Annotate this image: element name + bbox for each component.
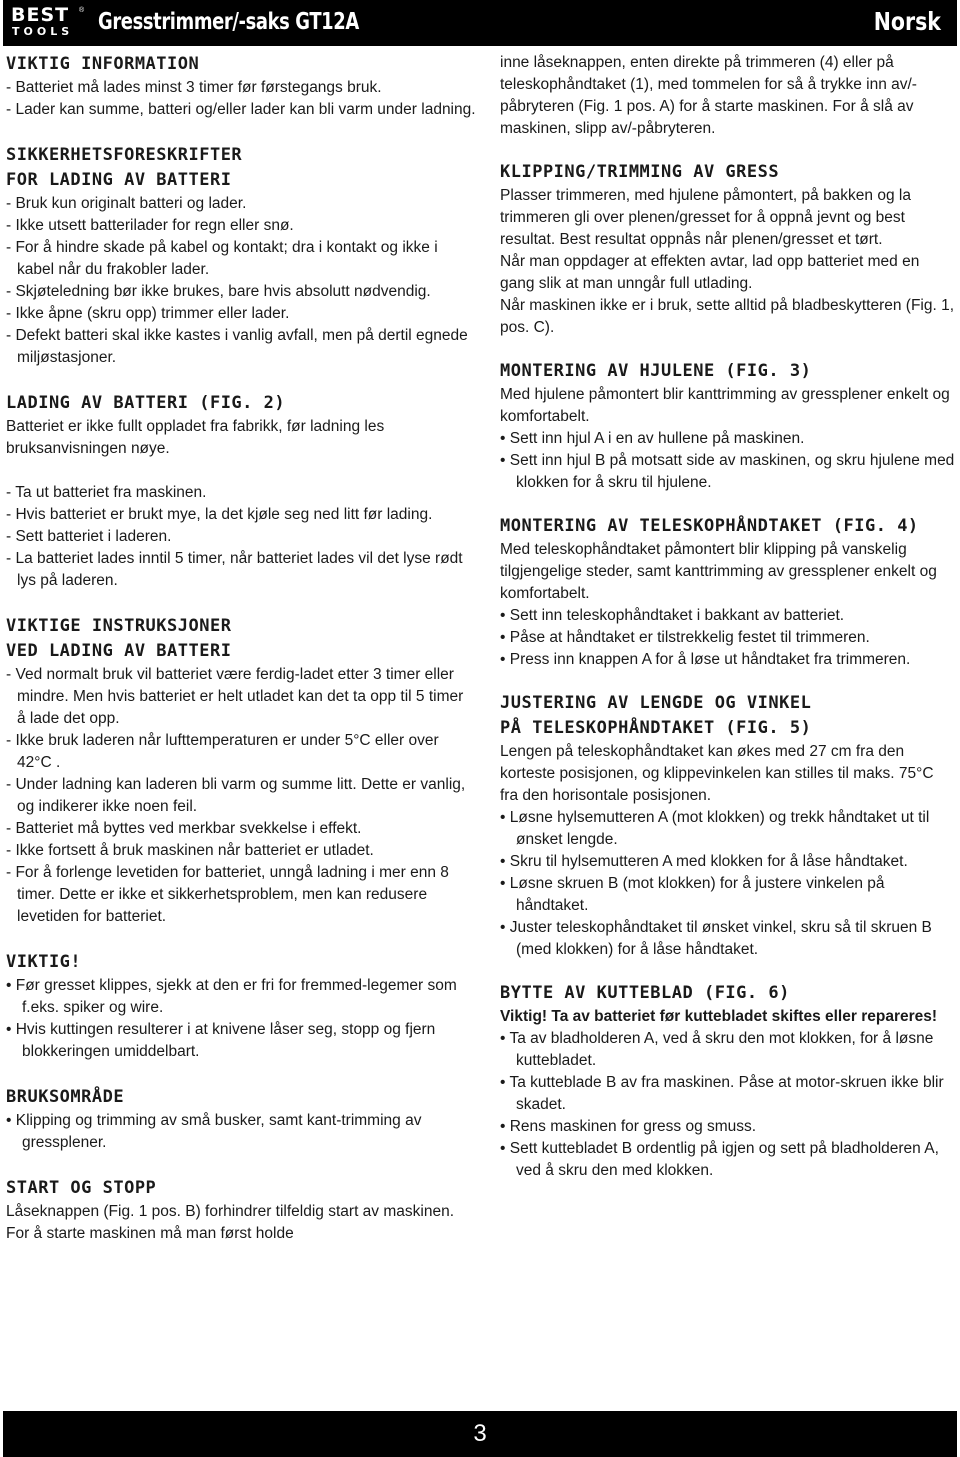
section-heading: JUSTERING AV LENGDE OG VINKEL: [500, 693, 812, 713]
bullet-item: • Skru til hylsemutteren A med klokken for å låse håndtaket.: [500, 853, 908, 870]
list-item: - La batteriet lades inntil 5 timer, når batteriet lades vil det lyse rødt lys på laderen.: [6, 550, 463, 589]
section-heading: VED LADING AV BATTERI: [6, 641, 232, 661]
logo-tools-text: TOOLS: [12, 25, 74, 38]
section-heading: BRUKSOMRÅDE: [6, 1087, 125, 1107]
paragraph: Når maskinen ikke er i bruk, sette alltid på bladbeskytteren (Fig. 1, pos. C).: [500, 297, 955, 336]
paragraph: Låseknappen (Fig. 1 pos. B) forhindrer tilfeldig start av maskinen. For å starte maskinen må man først holde: [6, 1203, 455, 1242]
page-number: 3: [473, 1420, 487, 1447]
document-title: Gresstrimmer/-saks GT12A: [98, 9, 359, 35]
bullet-item: • Sett inn hjul B på motsatt side av maskinen, og skru hjulene med klokken for å skru til hjulene.: [500, 452, 955, 491]
bullet-item: • Ta av bladholderen A, ved å skru den mot klokken, for å løsne kuttebladet.: [500, 1030, 934, 1069]
paragraph: Viktig! Ta av batteriet før kuttebladet skiftes eller repareres!: [500, 1008, 938, 1025]
bullet-item: • Sett inn hjul A i en av hullene på maskinen.: [500, 430, 805, 447]
page-footer: [3, 1411, 957, 1457]
section: [6, 950, 476, 1063]
paragraph: inne låseknappen, enten direkte på trimmeren (4) eller på teleskophåndtaket (1), med tommelen for så å trykke inn av/-påbryteren (Fig. 1 pos. A) for å starte maskinen. For å slå av maskinen, slipp av/-påbryteren.: [500, 54, 917, 137]
list-item: - Under ladning kan laderen bli varm og summe litt. Dette er vanlig, og indikerer ikke noen feil.: [6, 776, 466, 815]
bullet-item: • Sett kuttebladet B ordentlig på igjen og sett på bladholderen A, ved å skru den med klokken.: [500, 1140, 939, 1179]
list-item: - Lader kan summe, batteri og/eller lader kan bli varm under ladning.: [6, 101, 476, 118]
bullet-item: • Press inn knappen A for å løse ut håndtaket fra trimmeren.: [500, 651, 911, 668]
list-item: - Ikke bruk laderen når lufttemperaturen er under 5°C eller over 42°C .: [6, 732, 439, 771]
list-item: - Ikke utsett batterilader for regn eller snø.: [6, 217, 294, 234]
section: [6, 143, 476, 369]
right-column: [500, 52, 955, 1182]
bullet-item: • Klipping og trimming av små busker, samt kant-trimming av gressplener.: [6, 1112, 422, 1151]
list-item: - Skjøteledning bør ikke brukes, bare hvis absolutt nødvendig.: [6, 283, 431, 300]
list-item: - Batteriet må byttes ved merkbar svekkelse i effekt.: [6, 820, 362, 837]
bullet-item: • Før gresset klippes, sjekk at den er fri for fremmed-legemer som f.eks. spiker og wire.: [6, 977, 457, 1016]
section: [6, 614, 476, 928]
section-heading: VIKTIG!: [6, 952, 82, 972]
section-heading: LADING AV BATTERI (FIG. 2): [6, 393, 286, 413]
section: [6, 1176, 476, 1245]
section: [500, 52, 955, 140]
page-header: [3, 0, 957, 46]
list-item: - For å hindre skade på kabel og kontakt; dra i kontakt og ikke i kabel når du frakobler lader.: [6, 239, 438, 278]
section-heading: VIKTIGE INSTRUKSJONER: [6, 616, 232, 636]
section: [6, 52, 476, 121]
section: [500, 981, 955, 1182]
section: [500, 359, 955, 494]
bullet-item: • Hvis kuttingen resulterer i at knivene låser seg, stopp og fjern blokkeringen umiddelbart.: [6, 1021, 436, 1060]
section-heading: MONTERING AV HJULENE (FIG. 3): [500, 361, 812, 381]
list-item: - Ikke fortsett å bruk maskinen når batteriet er utladet.: [6, 842, 374, 859]
spacer: [6, 460, 476, 482]
paragraph: Med teleskophåndtaket påmontert blir klipping på vanskelig tilgjengelige steder, samt kanttrimming av gressplener enkelt og komfortabelt.: [500, 541, 937, 602]
paragraph: Batteriet er ikke fullt oppladet fra fabrikk, før ladning les bruksanvisningen nøye.: [6, 418, 385, 457]
bullet-item: • Påse at håndtaket er tilstrekkelig festet til trimmeren.: [500, 629, 870, 646]
list-item: - Hvis batteriet er brukt mye, la det kjøle seg ned litt før lading.: [6, 506, 433, 523]
list-item: - Ta ut batteriet fra maskinen.: [6, 484, 207, 501]
list-item: - For å forlenge levetiden for batteriet, unngå ladning i mer enn 8 timer. Dette er ikke et sikkerhetsproblem, men kan redusere levetiden for batteriet.: [6, 864, 449, 925]
section-heading: PÅ TELESKOPHÅNDTAKET (FIG. 5): [500, 718, 812, 738]
bullet-item: • Ta kutteblade B av fra maskinen. Påse at motor-skruen ikke blir skadet.: [500, 1074, 944, 1113]
section: [500, 691, 955, 961]
list-item: - Bruk kun originalt batteri og lader.: [6, 195, 247, 212]
section-heading: VIKTIG INFORMATION: [6, 54, 200, 74]
section: [6, 1085, 476, 1154]
logo-best-text: BEST: [11, 4, 70, 26]
section-heading: SIKKERHETSFORESKRIFTER: [6, 145, 243, 165]
bullet-item: • Løsne hylsemutteren A (mot klokken) og trekk håndtaket ut til ønsket lengde.: [500, 809, 930, 848]
section-heading: START OG STOPP: [6, 1178, 157, 1198]
bullet-item: • Sett inn teleskophåndtaket i bakkant av batteriet.: [500, 607, 845, 624]
section-heading: MONTERING AV TELESKOPHÅNDTAKET (FIG. 4): [500, 516, 919, 536]
language-label: Norsk: [873, 7, 941, 36]
list-item: - Ikke åpne (skru opp) trimmer eller lader.: [6, 305, 290, 322]
section: [500, 160, 955, 339]
bullet-item: • Løsne skruen B (mot klokken) for å justere vinkelen på håndtaket.: [500, 875, 885, 914]
paragraph: Lengen på teleskophåndtaket kan økes med 27 cm fra den korteste posisjonen, og klippevinkelen kan stilles til maks. 75°C fra den horisontale posisjonen.: [500, 743, 934, 804]
section: [500, 514, 955, 671]
list-item: - Batteriet må lades minst 3 timer før førstegangs bruk.: [6, 79, 382, 96]
list-item: - Ved normalt bruk vil batteriet være ferdig-ladet etter 3 timer eller mindre. Men hvis batteriet er helt utladet kan det ta opp til 5 timer å lade det opp.: [6, 666, 464, 727]
section-heading: KLIPPING/TRIMMING AV GRESS: [500, 162, 780, 182]
list-item: - Defekt batteri skal ikke kastes i vanlig avfall, men på dertil egnede miljøstasjoner.: [6, 327, 468, 366]
paragraph: Plasser trimmeren, med hjulene påmontert, på bakken og la trimmeren gli over plenen/gresset for å oppnå jevnt og best resultat. Best resultat oppnås når plenen/gresset et tørt.: [500, 187, 911, 248]
left-column: [6, 52, 476, 1245]
list-item: - Sett batteriet i laderen.: [6, 528, 172, 545]
section: [6, 391, 476, 592]
bullet-item: • Juster teleskophåndtaket til ønsket vinkel, skru så til skruen B (med klokken) for å låse håndtaket.: [500, 919, 932, 958]
section-heading: BYTTE AV KUTTEBLAD (FIG. 6): [500, 983, 790, 1003]
paragraph: Med hjulene påmontert blir kanttrimming av gressplener enkelt og komfortabelt.: [500, 386, 950, 425]
registered-mark: ®: [79, 7, 85, 14]
bullet-item: • Rens maskinen for gress og smuss.: [500, 1118, 757, 1135]
paragraph: Når man oppdager at effekten avtar, lad opp batteriet med en gang slik at man unngår full utlading.: [500, 253, 920, 292]
section-heading: FOR LADING AV BATTERI: [6, 170, 232, 190]
brand-logo: [11, 6, 87, 40]
